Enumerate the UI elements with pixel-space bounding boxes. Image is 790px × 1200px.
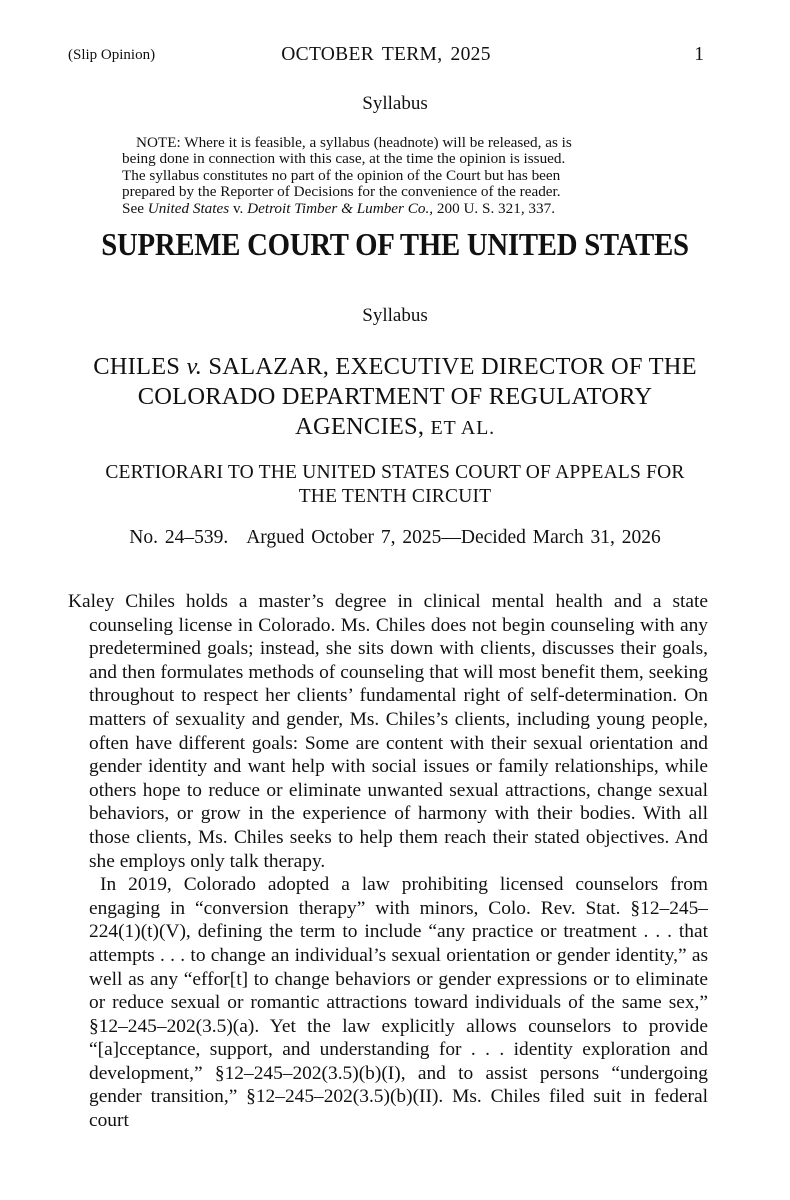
note-line: The syllabus constitutes no part of the opinion of the Court but has been — [122, 166, 561, 184]
body-paragraph-1: Kaley Chiles holds a master’s degree in clinical mental health and a state counseling license in Colorado. Ms. Chiles does not begin counseling with any predetermined goals; instead, she sits down with clients, discusses their goals, and then formulates methods of counseling that will most benefit them, seeking throughout to respect her clients’ fundamental right of self-determination. On matters of sexuality and gender, Ms. Chiles’s clients, including young people, often have different goals: Some are content with their sexual orientation and gender identity and want help with social issues or family relationships, while others hope to reduce or eliminate unwanted sexual attractions, change sexual behaviors, or grow in the experience of harmony with their bodies. With all those clients, Ms. Chiles seeks to help them reach their stated objectives. And she employs only talk therapy. — [68, 591, 708, 872]
certiorari-line-2: THE TENTH CIRCUIT — [298, 486, 492, 507]
note-case-name-b: Detroit Timber & Lumber Co., — [247, 199, 434, 217]
court-name: SUPREME COURT OF THE UNITED STATES — [101, 226, 689, 262]
running-header — [68, 44, 704, 68]
petitioner-name: CHILES — [93, 353, 187, 380]
reporter-note — [122, 135, 662, 217]
note-case-name-a: United States — [147, 199, 230, 217]
note-reporter-cite: 200 U. S. 321, 337. — [433, 199, 556, 217]
argued-decided-dates: Argued October 7, 2025—Decided March 31, 2026 — [246, 527, 661, 548]
note-see: See — [122, 199, 148, 217]
case-title-line-3 — [60, 412, 730, 443]
case-title-line-1 — [60, 352, 730, 382]
syllabus-heading-top: Syllabus — [362, 93, 428, 114]
versus-marker: v. — [186, 353, 203, 380]
certiorari-heading — [60, 461, 730, 509]
note-line: NOTE: Where it is feasible, a syllabus (headnote) will be released, as is — [136, 134, 572, 151]
respondent-name-end: AGENCIES, — [295, 413, 431, 440]
docket-number: No. 24–539. — [129, 527, 229, 548]
note-line: prepared by the Reporter of Decisions for the convenience of the reader. — [122, 183, 561, 201]
docket-line — [0, 527, 790, 549]
body-paragraph-2: In 2019, Colorado adopted a law prohibiting licensed counselors from engaging in “conversion therapy” with minors, Colo. Rev. Stat. §12–245–224(1)(t)(V), defining the term to include “any practice or treatment . . . that attempts . . . to change an individual’s sexual orientation or gender identity,” as well as any “effor[t] to change behaviors or gender expressions or to eliminate or reduce sexual or romantic attractions toward individuals of the same sex,” §12–245–202(3.5)(a). Yet the law explicitly allows counselors to provide “[a]cceptance, support, and understanding for . . . identity exploration and development,” §12–245–202(3.5)(b)(I), and to assist persons “undergoing gender transition,” §12–245–202(3.5)(b)(II). Ms. Chiles filed suit in federal court — [89, 874, 708, 1132]
syllabus-heading: Syllabus — [362, 305, 428, 326]
note-citation-line — [122, 201, 662, 217]
respondent-name: SALAZAR, EXECUTIVE DIRECTOR OF THE — [202, 353, 697, 380]
case-title — [60, 352, 730, 443]
slip-opinion-label: (Slip Opinion) — [68, 47, 156, 63]
note-line: being done in connection with this case, at the time the opinion is issued. — [122, 150, 566, 168]
case-title-line-2: COLORADO DEPARTMENT OF REGULATORY — [137, 383, 653, 410]
note-v: v. — [229, 199, 248, 217]
page-number: 1 — [694, 44, 704, 65]
syllabus-body — [68, 590, 708, 1133]
certiorari-line-1: CERTIORARI TO THE UNITED STATES COURT OF APPEALS FOR — [105, 462, 685, 483]
term-heading: OCTOBER TERM, 2025 — [281, 44, 491, 65]
et-al: ET AL. — [430, 417, 495, 439]
